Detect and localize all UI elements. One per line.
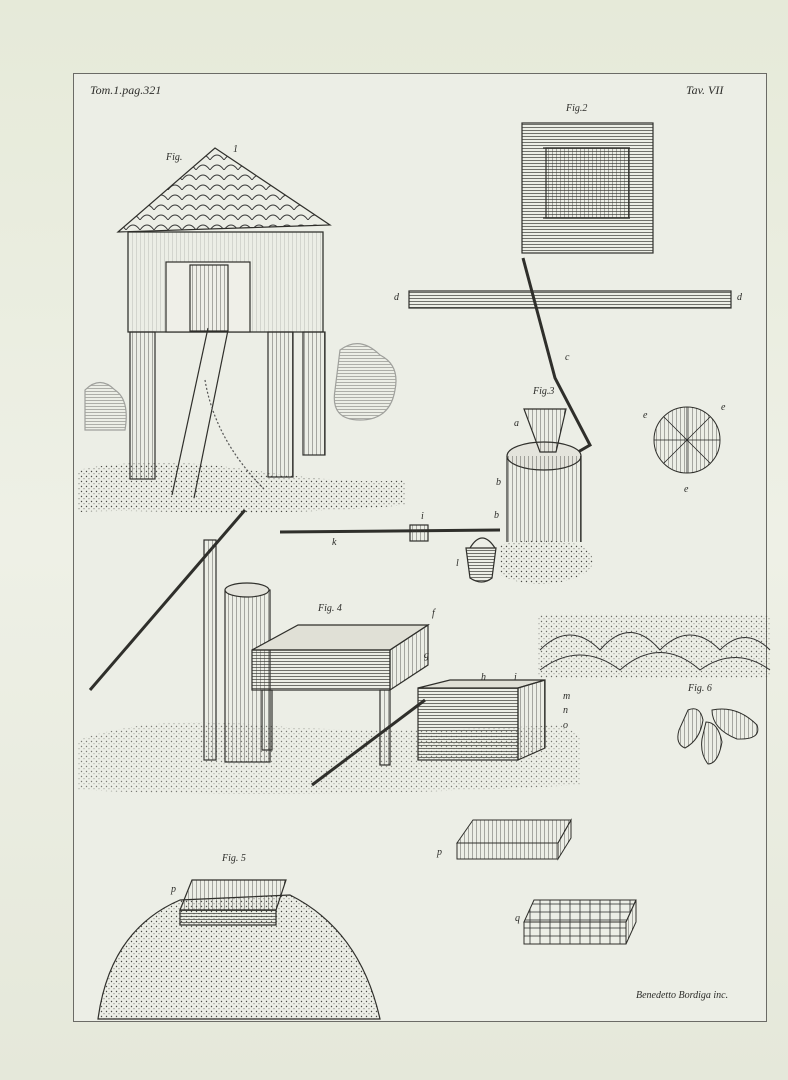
letter-e-right: e xyxy=(721,402,726,413)
letter-i-balance: i xyxy=(421,511,424,522)
fig2-label: Fig.2 xyxy=(566,103,588,114)
letter-f: f xyxy=(432,608,435,619)
fig1-number: 1 xyxy=(233,144,238,155)
fig2-grating-frame xyxy=(522,123,653,253)
letter-l: l xyxy=(456,558,459,569)
letter-d-right: d xyxy=(737,292,742,303)
letter-b-lower: b xyxy=(494,510,499,521)
letter-h: h xyxy=(481,672,486,683)
fig5-label: Fig. 5 xyxy=(222,853,246,864)
brick-q xyxy=(524,900,636,944)
fig1-drying-tower xyxy=(76,148,405,515)
fig6-label: Fig. 6 xyxy=(688,683,712,694)
letter-n: n xyxy=(563,705,568,716)
letter-p-sieve: p xyxy=(171,884,176,895)
letter-a: a xyxy=(514,418,519,429)
fig1-label: Fig. xyxy=(166,152,183,163)
fig3-round-cake xyxy=(654,407,720,473)
fig3-label: Fig.3 xyxy=(533,386,555,397)
engraver-signature: Benedetto Bordiga inc. xyxy=(636,990,729,1001)
fig5-mound-with-sieve xyxy=(98,880,380,1019)
header-right: Tav. VII xyxy=(686,83,724,97)
letter-k: k xyxy=(332,537,337,548)
letter-p-brick: p xyxy=(437,847,442,858)
brick-p xyxy=(457,820,571,859)
fig6-pieces xyxy=(678,709,758,764)
letter-c: c xyxy=(565,352,570,363)
letter-b-upper: b xyxy=(496,477,501,488)
letter-m: m xyxy=(563,691,571,702)
balance-scale xyxy=(280,525,500,582)
letter-g: g xyxy=(424,650,429,661)
fig4-label: Fig. 4 xyxy=(318,603,342,614)
letter-o: o xyxy=(563,720,568,731)
letter-e-bottom: e xyxy=(684,484,689,495)
letter-e-left: e xyxy=(643,410,648,421)
header-left: Tom.1.pag.321 xyxy=(90,83,162,97)
letter-d-left: d xyxy=(394,292,399,303)
letter-i-box: i xyxy=(514,672,517,683)
letter-q: q xyxy=(515,913,520,924)
fig3-stamp-mortar xyxy=(500,409,593,584)
sand-mounds xyxy=(538,615,770,678)
